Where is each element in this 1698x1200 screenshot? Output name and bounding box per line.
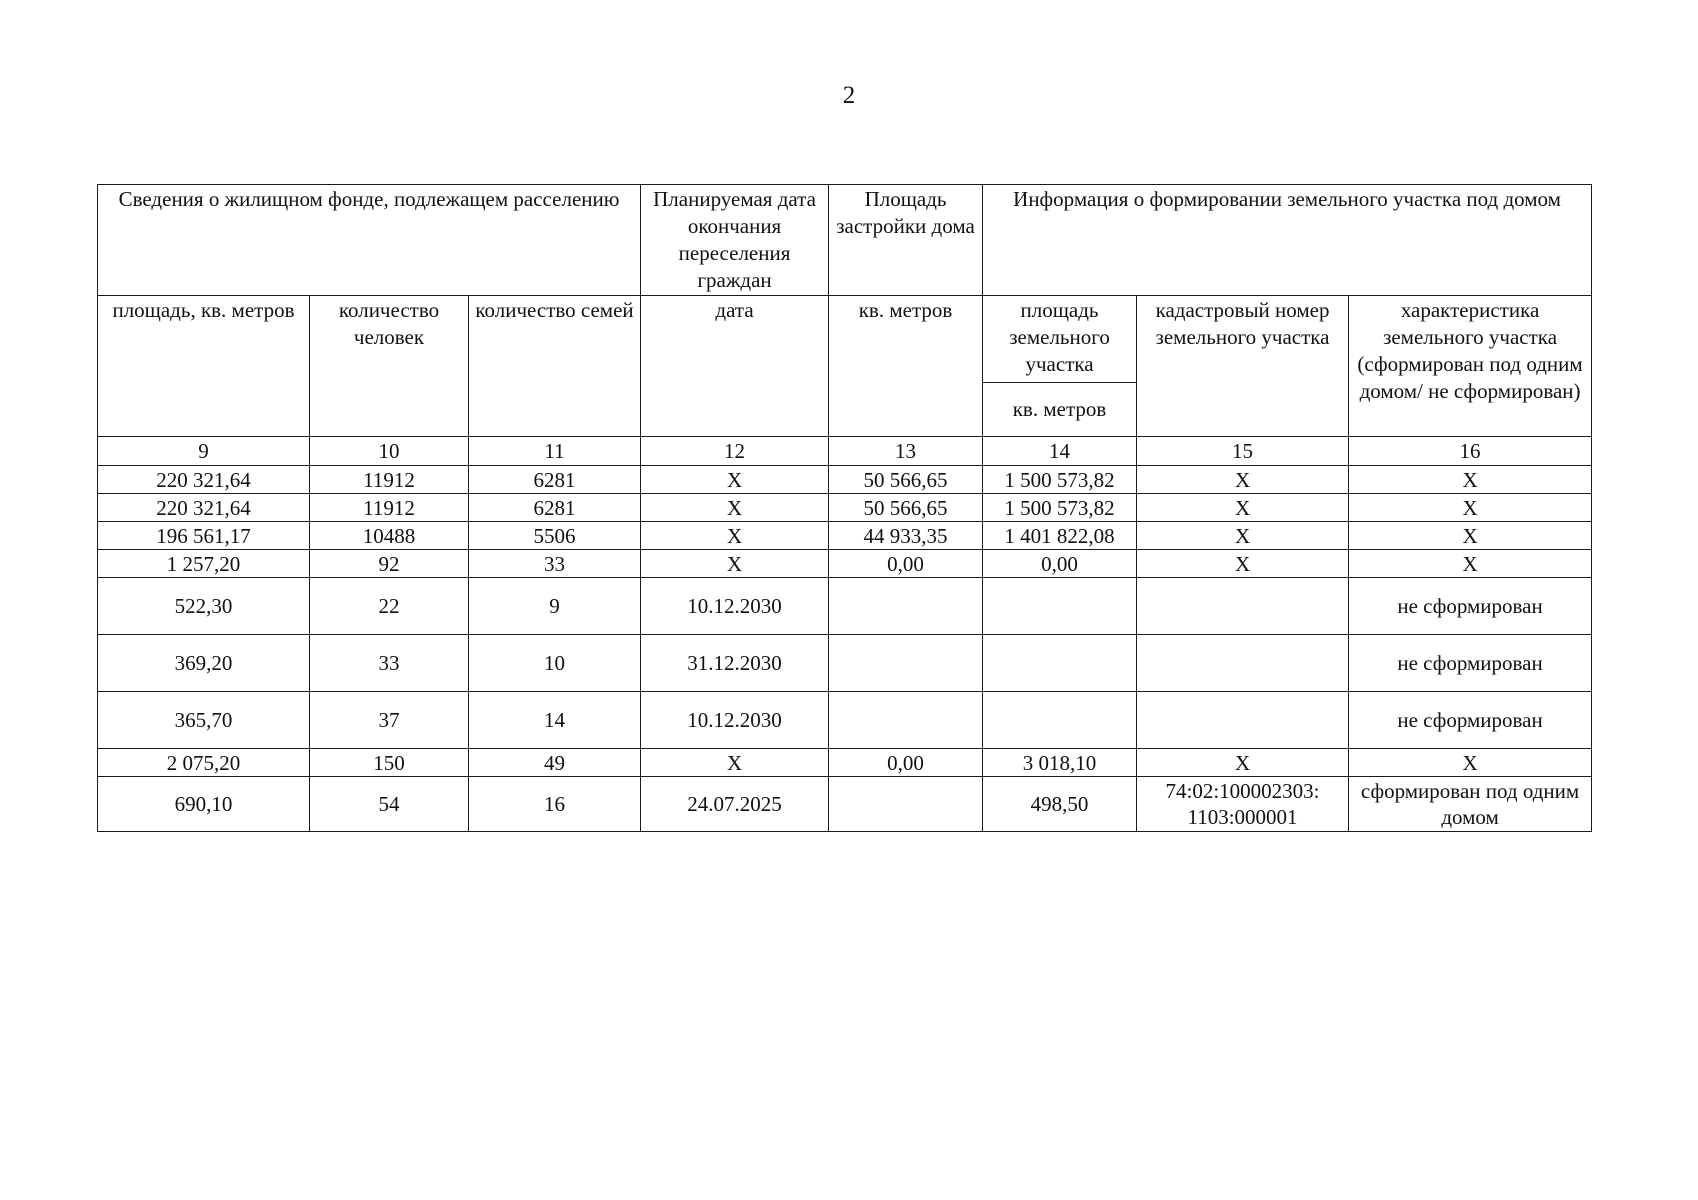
table-cell: 50 566,65 — [829, 494, 983, 522]
table-cell: 16 — [469, 777, 641, 832]
table-cell: X — [1137, 466, 1349, 494]
table-cell: X — [1349, 749, 1592, 777]
table-cell: 220 321,64 — [98, 466, 310, 494]
page-number: 2 — [842, 82, 856, 109]
header-sqm-unit: кв. метров — [829, 296, 983, 437]
table-cell: 365,70 — [98, 692, 310, 749]
table-cell: 0,00 — [829, 749, 983, 777]
table-row — [98, 522, 1592, 550]
table-cell: X — [1137, 550, 1349, 578]
table-cell: 50 566,65 — [829, 466, 983, 494]
table-cell: 33 — [310, 635, 469, 692]
table-cell: 22 — [310, 578, 469, 635]
table-cell: 10.12.2030 — [641, 578, 829, 635]
column-number: 14 — [983, 437, 1137, 466]
column-number: 11 — [469, 437, 641, 466]
table-cell — [829, 692, 983, 749]
table-cell — [829, 777, 983, 832]
header-land-area-unit: кв. метров — [983, 383, 1137, 437]
header-people-count: количество человек — [310, 296, 469, 437]
table-cell: сформирован под одним домом — [1349, 777, 1592, 832]
column-number: 16 — [1349, 437, 1592, 466]
table-cell — [829, 635, 983, 692]
table-cell: X — [1349, 522, 1592, 550]
table-cell: X — [1349, 466, 1592, 494]
table-cell: не сформирован — [1349, 692, 1592, 749]
table-cell: X — [641, 494, 829, 522]
column-number: 12 — [641, 437, 829, 466]
table-cell: X — [1349, 494, 1592, 522]
table-cell: X — [641, 522, 829, 550]
table-row — [98, 692, 1592, 749]
table-cell: 0,00 — [829, 550, 983, 578]
table-cell: X — [641, 749, 829, 777]
table-cell: 150 — [310, 749, 469, 777]
table-row — [98, 494, 1592, 522]
table-cell: 1 500 573,82 — [983, 494, 1137, 522]
header-family-count: количество семей — [469, 296, 641, 437]
table-cell: 33 — [469, 550, 641, 578]
table-cell: 5506 — [469, 522, 641, 550]
table-cell — [1137, 692, 1349, 749]
header-cadastral: кадастровый номер земельного участка — [1137, 296, 1349, 437]
table-cell: X — [1137, 522, 1349, 550]
table-cell: 2 075,20 — [98, 749, 310, 777]
table-cell: 220 321,64 — [98, 494, 310, 522]
column-number: 15 — [1137, 437, 1349, 466]
header-date: дата — [641, 296, 829, 437]
table-cell: 1 401 822,08 — [983, 522, 1137, 550]
column-number-row — [98, 437, 1592, 466]
header-land-status: характеристика земельного участка (сформирован под одним домом/ не сформирован) — [1349, 296, 1592, 437]
column-number: 10 — [310, 437, 469, 466]
table-cell — [983, 635, 1137, 692]
table-cell — [983, 692, 1137, 749]
column-number: 9 — [98, 437, 310, 466]
table-cell — [1137, 635, 1349, 692]
table-cell: 0,00 — [983, 550, 1137, 578]
table-cell: X — [1137, 749, 1349, 777]
table-cell — [1137, 578, 1349, 635]
table-cell: 3 018,10 — [983, 749, 1137, 777]
table-cell: X — [1349, 550, 1592, 578]
table-row — [98, 777, 1592, 832]
table-cell: 37 — [310, 692, 469, 749]
table-cell: 54 — [310, 777, 469, 832]
table-cell: 690,10 — [98, 777, 310, 832]
table-cell — [829, 578, 983, 635]
table-row — [98, 466, 1592, 494]
table-cell: 49 — [469, 749, 641, 777]
table-cell: X — [1137, 494, 1349, 522]
table-cell: 10 — [469, 635, 641, 692]
table-row — [98, 635, 1592, 692]
table-cell: X — [641, 466, 829, 494]
table-cell — [983, 578, 1137, 635]
header-build-area: Площадь застройки дома — [829, 185, 983, 296]
table-cell: не сформирован — [1349, 635, 1592, 692]
table-cell: 1 500 573,82 — [983, 466, 1137, 494]
table-row — [98, 749, 1592, 777]
table-cell: 74:02:100002303: 1103:000001 — [1137, 777, 1349, 832]
table-cell: 11912 — [310, 494, 469, 522]
table-cell: 9 — [469, 578, 641, 635]
column-number: 13 — [829, 437, 983, 466]
header-area-sqm: площадь, кв. метров — [98, 296, 310, 437]
header-planned-date: Планируемая дата окончания переселения граждан — [641, 185, 829, 296]
header-land-area: площадь земельного участка — [983, 296, 1137, 383]
table-row — [98, 550, 1592, 578]
header-housing-group: Сведения о жилищном фонде, подлежащем расселению — [98, 185, 641, 296]
table-cell: 10488 — [310, 522, 469, 550]
table-cell: не сформирован — [1349, 578, 1592, 635]
table-cell: 44 933,35 — [829, 522, 983, 550]
table-cell: 31.12.2030 — [641, 635, 829, 692]
table-cell: 1 257,20 — [98, 550, 310, 578]
table-cell: 498,50 — [983, 777, 1137, 832]
table-cell: 6281 — [469, 466, 641, 494]
table-cell: 11912 — [310, 466, 469, 494]
table-row — [98, 578, 1592, 635]
table-cell: X — [641, 550, 829, 578]
table-cell: 522,30 — [98, 578, 310, 635]
header-land-info: Информация о формировании земельного участка под домом — [983, 185, 1592, 296]
table-cell: 10.12.2030 — [641, 692, 829, 749]
table-cell: 92 — [310, 550, 469, 578]
table-cell: 14 — [469, 692, 641, 749]
housing-resettlement-table — [97, 184, 1592, 832]
table-cell: 369,20 — [98, 635, 310, 692]
table-cell: 6281 — [469, 494, 641, 522]
table-cell: 196 561,17 — [98, 522, 310, 550]
table-cell: 24.07.2025 — [641, 777, 829, 832]
